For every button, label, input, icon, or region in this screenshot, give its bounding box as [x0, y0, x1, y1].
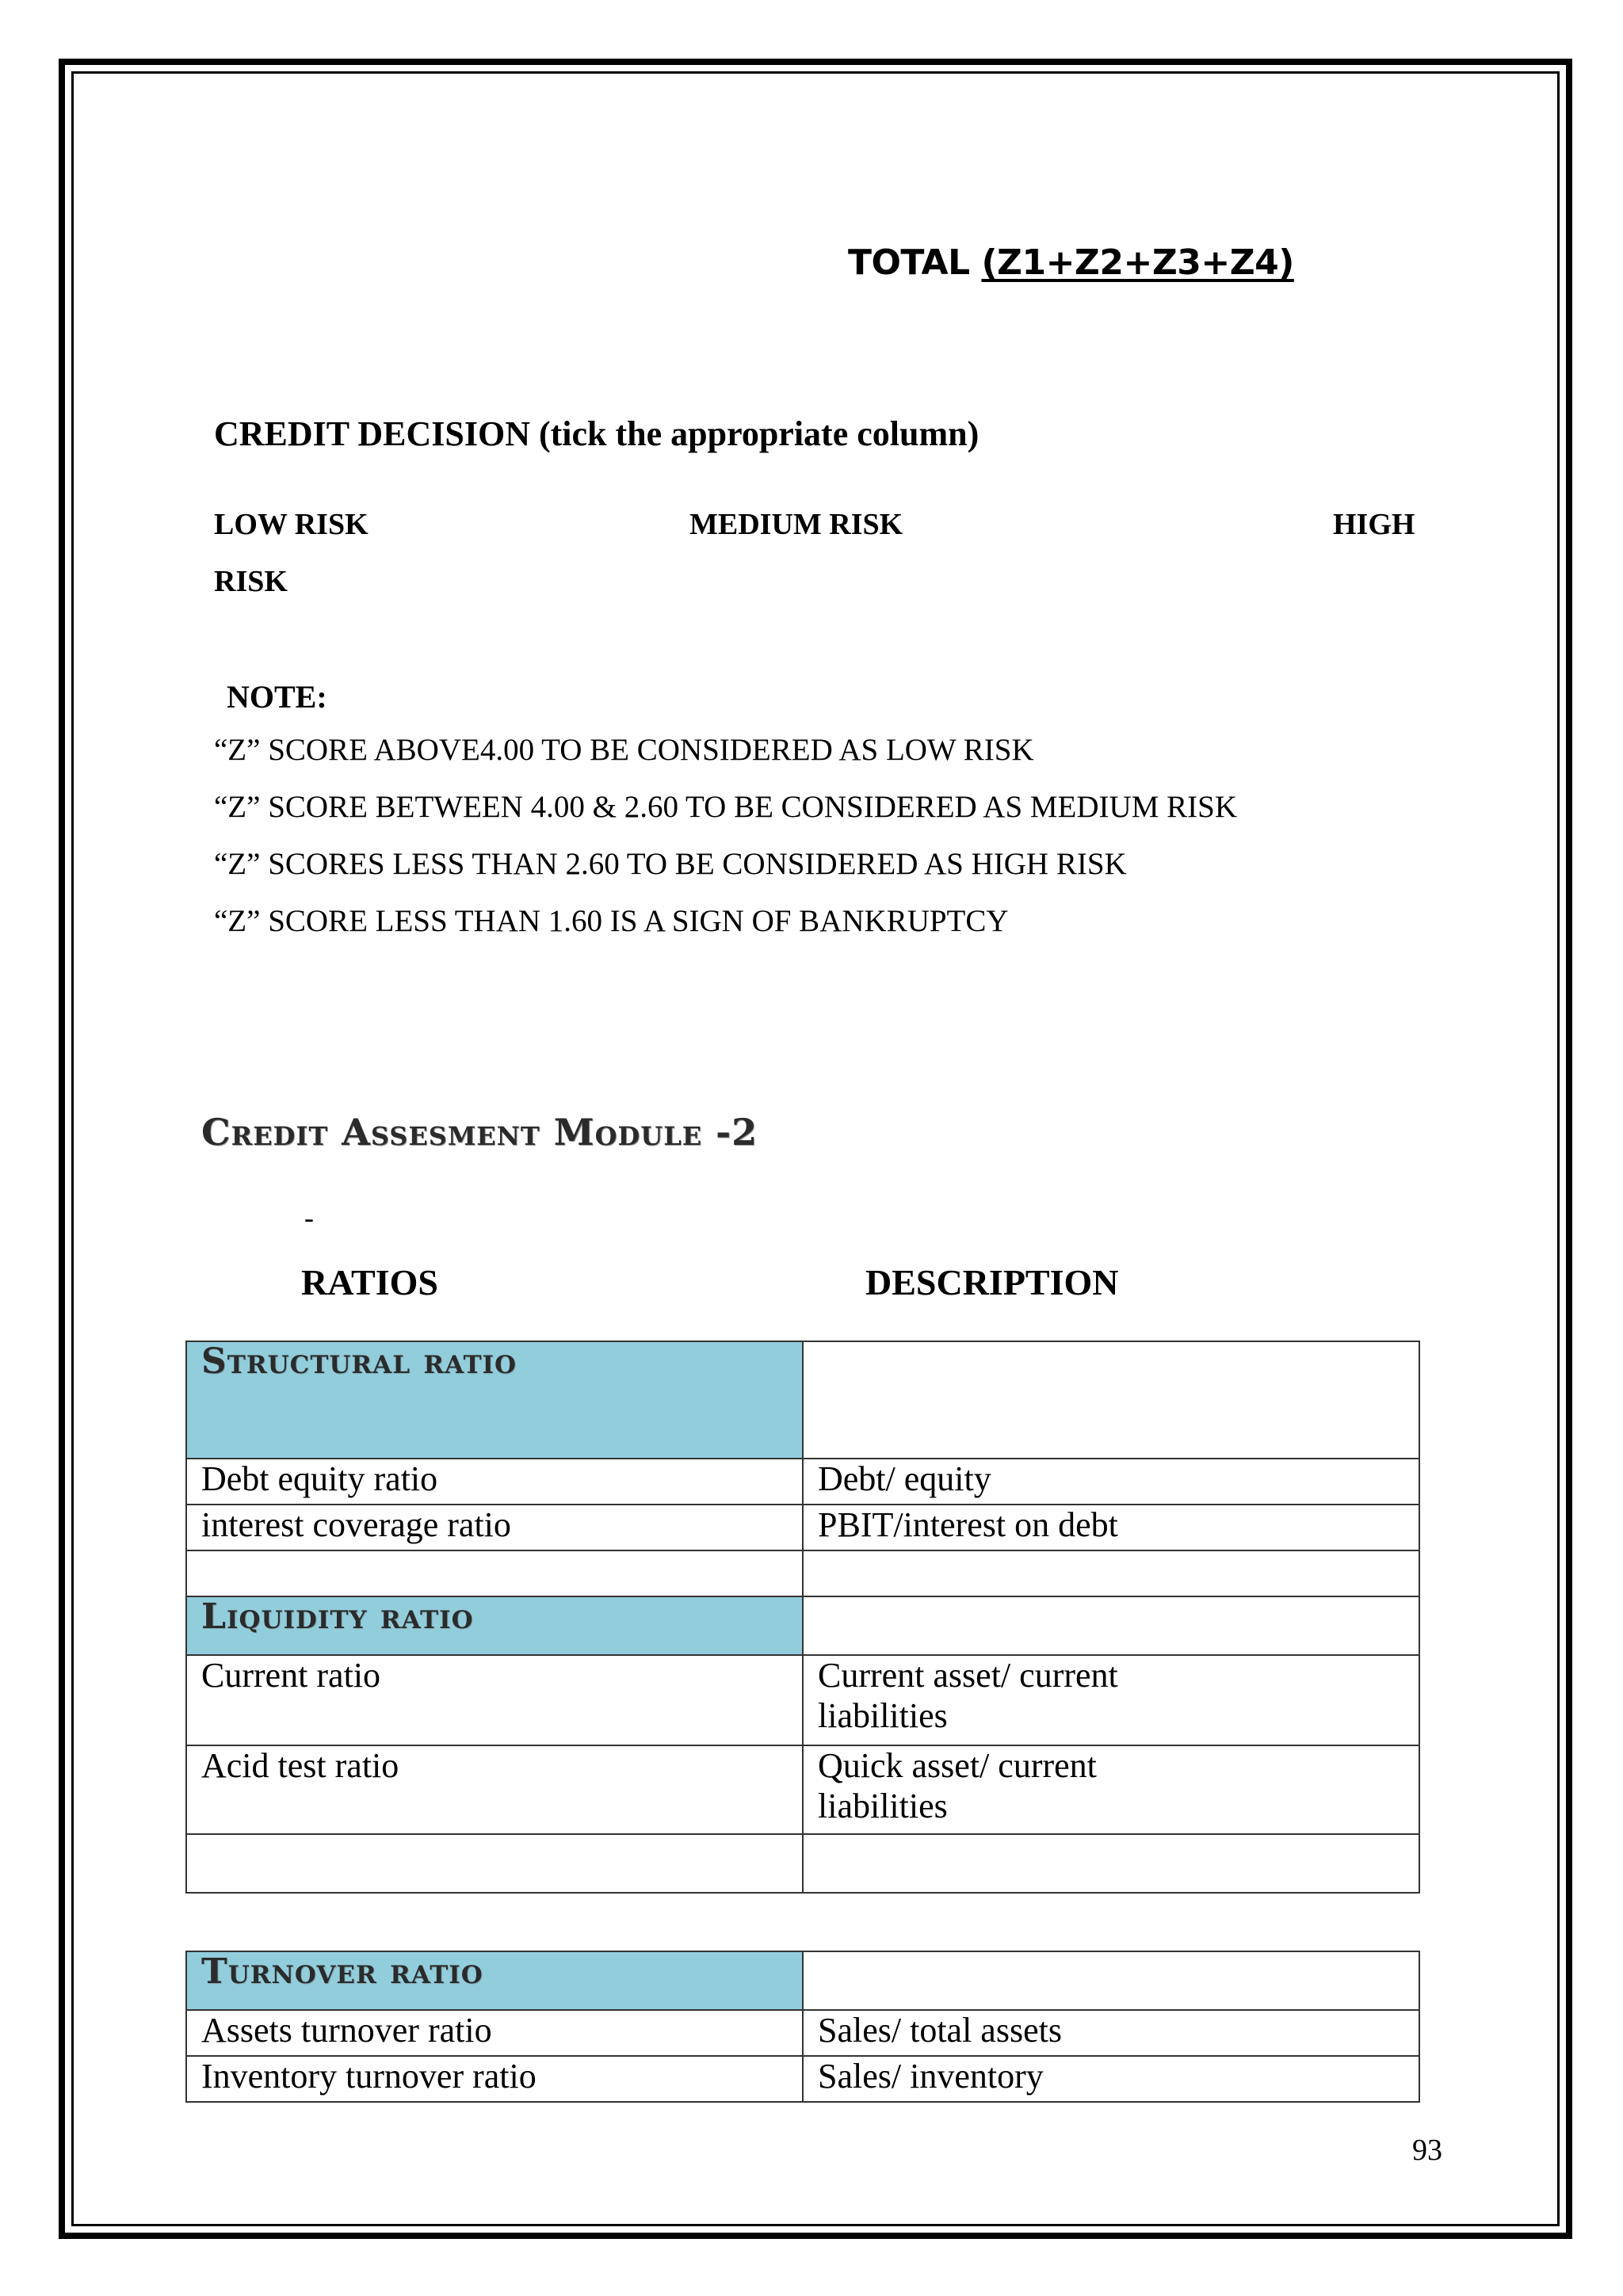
table-row: [186, 1655, 1419, 1745]
credit-decision-heading: CREDIT DECISION (tick the appropriate column): [214, 414, 980, 453]
ratio-name: interest coverage ratio: [186, 1505, 803, 1550]
ratio-description-line: Quick asset/ current: [818, 1746, 1097, 1785]
table-row: [186, 1951, 1419, 2010]
module-heading: Credit Assesment Module -2: [201, 1111, 758, 1154]
page-number: 93: [1412, 2134, 1442, 2167]
ratios-column-heading: RATIOS: [301, 1262, 438, 1302]
total-label: TOTAL: [848, 242, 982, 283]
turnover-ratio-heading: Turnover ratio: [186, 1951, 803, 2010]
table-row: [186, 2010, 1419, 2056]
table-cell-empty: [803, 1834, 1419, 1893]
note-heading: NOTE:: [227, 679, 327, 715]
description-column-heading: DESCRIPTION: [865, 1262, 1119, 1302]
table-cell-empty: [186, 1550, 803, 1596]
low-risk-option[interactable]: LOW RISK: [214, 508, 369, 541]
ratio-description-line: Current asset/ current: [818, 1656, 1118, 1695]
table-cell-empty: [186, 1834, 803, 1893]
table-cell-empty: [803, 1341, 1419, 1459]
ratio-description: Sales/ inventory: [803, 2056, 1419, 2102]
note-line-high-risk: “Z” SCORES LESS THAN 2.60 TO BE CONSIDERED AS HIGH RISK: [214, 847, 1127, 881]
table-row: [186, 2056, 1419, 2102]
ratio-name: Inventory turnover ratio: [186, 2056, 803, 2102]
table-row: [186, 1834, 1419, 1893]
turnover-table: [185, 1951, 1420, 2103]
ratio-name: Current ratio: [186, 1655, 803, 1745]
ratio-name: Debt equity ratio: [186, 1459, 803, 1505]
ratio-description: [803, 1745, 1419, 1834]
table-row: [186, 1341, 1419, 1459]
table-row: [186, 1505, 1419, 1550]
dash-mark: -: [304, 1202, 314, 1234]
ratio-description: Debt/ equity: [803, 1459, 1419, 1505]
high-risk-option[interactable]: HIGH: [1333, 508, 1415, 541]
total-heading: [848, 242, 1294, 283]
table-cell-empty: [803, 1596, 1419, 1655]
ratio-description-line: liabilities: [818, 1786, 948, 1825]
ratio-name: Acid test ratio: [186, 1745, 803, 1834]
liquidity-ratio-heading: Liquidity ratio: [186, 1596, 803, 1655]
note-line-medium-risk: “Z” SCORE BETWEEN 4.00 & 2.60 TO BE CONSIDERED AS MEDIUM RISK: [214, 790, 1237, 824]
table-row: [186, 1459, 1419, 1505]
ratio-name: Assets turnover ratio: [186, 2010, 803, 2056]
table-row: [186, 1745, 1419, 1834]
total-formula: (Z1+Z2+Z3+Z4): [981, 242, 1294, 283]
table-cell-empty: [803, 1550, 1419, 1596]
ratio-description: [803, 1655, 1419, 1745]
table-cell-empty: [803, 1951, 1419, 2010]
note-line-low-risk: “Z” SCORE ABOVE4.00 TO BE CONSIDERED AS LOW RISK: [214, 733, 1034, 767]
table-row: [186, 1550, 1419, 1596]
medium-risk-option[interactable]: MEDIUM RISK: [689, 508, 903, 541]
high-risk-option-continued: RISK: [214, 565, 288, 598]
note-line-bankruptcy: “Z” SCORE LESS THAN 1.60 IS A SIGN OF BANKRUPTCY: [214, 904, 1009, 938]
structural-ratio-heading: Structural ratio: [186, 1341, 803, 1459]
ratio-description-line: liabilities: [818, 1695, 948, 1735]
ratio-description: Sales/ total assets: [803, 2010, 1419, 2056]
table-row: [186, 1596, 1419, 1655]
structural-liquidity-table: [185, 1341, 1420, 1894]
ratio-description: PBIT/interest on debt: [803, 1505, 1419, 1550]
